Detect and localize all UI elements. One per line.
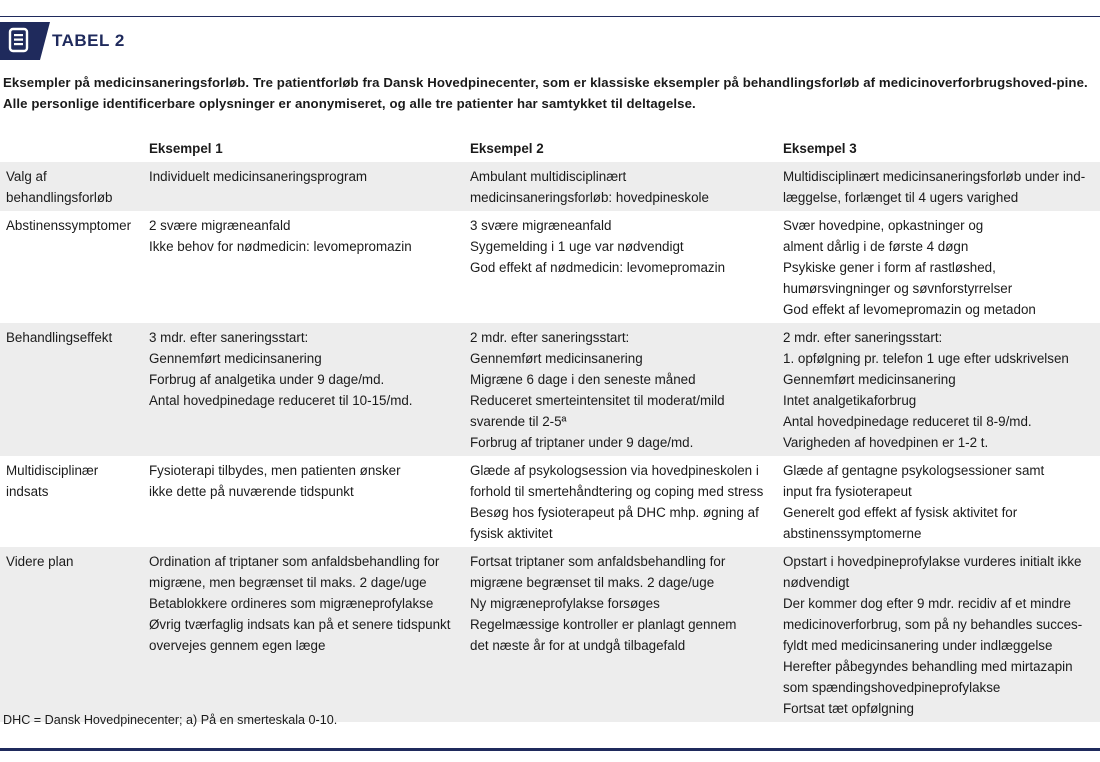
cell-line: overvejes gennem egen læge [149, 638, 326, 653]
row-label-line: indsats [6, 484, 49, 499]
cell-line: nødvendigt [783, 575, 850, 590]
bottom-rule [0, 748, 1100, 751]
row-label-line: behandlingsforløb [6, 190, 113, 205]
cell-line: Besøg hos fysioterapeut på DHC mhp. øgning af [470, 505, 759, 520]
top-rule [0, 16, 1100, 17]
cell-line: Svær hovedpine, opkastninger og [783, 218, 984, 233]
cell-line: Fysioterapi tilbydes, men patienten ønsker [149, 463, 401, 478]
header-badge [0, 22, 40, 60]
cell-line: medicinoverforbrug, som på ny behandles succes- [783, 617, 1083, 632]
table-row [0, 547, 1100, 722]
cell-line: det næste år for at undgå tilbagefald [470, 638, 686, 653]
row-label-line: Valg af [6, 169, 47, 184]
table-body [0, 162, 1100, 722]
cell-line: Glæde af psykologsession via hovedpineskolen i [470, 463, 759, 478]
cell-line: Ambulant multidisciplinært [470, 169, 627, 184]
cell-line: Gennemført medicinsanering [149, 351, 322, 366]
table-cell [143, 456, 464, 547]
cell-line: Sygemelding i 1 uge var nødvendigt [470, 239, 684, 254]
table-cell [464, 211, 777, 323]
cell-line: Antal hovedpinedage reduceret til 8-9/md. [783, 414, 1032, 429]
table-row [0, 162, 1100, 211]
cell-line: Forbrug af analgetika under 9 dage/md. [149, 372, 385, 387]
cell-line: 1. opfølgning pr. telefon 1 uge efter udskrivelsen [783, 351, 1069, 366]
cell-line: læggelse, forlænget til 4 ugers varighed [783, 190, 1019, 205]
cell-line: Ny migræneprofylakse forsøges [470, 596, 660, 611]
table-cell [143, 547, 464, 722]
cell-line: Migræne 6 dage i den seneste måned [470, 372, 696, 387]
cell-line: migræne, men begrænset til maks. 2 dage/uge [149, 575, 427, 590]
cell-line: svarende til 2-5ª [470, 414, 567, 429]
document-icon [8, 27, 30, 53]
table-cell [777, 162, 1100, 211]
cell-line: Varigheden af hovedpinen er 1-2 t. [783, 435, 989, 450]
row-label [0, 323, 143, 456]
cell-line: Ikke behov for nødmedicin: levomepromazin [149, 239, 412, 254]
column-header-eksempel-2: Eksempel 2 [464, 136, 777, 162]
table-cell [464, 547, 777, 722]
table-row [0, 211, 1100, 323]
cell-line: Multidisciplinært medicinsaneringsforløb under ind- [783, 169, 1086, 184]
cell-line: 2 mdr. efter saneringsstart: [783, 330, 943, 345]
table-cell [143, 211, 464, 323]
cell-line: 2 mdr. efter saneringsstart: [470, 330, 630, 345]
cell-line: Individuelt medicinsaneringsprogram [149, 169, 368, 184]
cell-line: fyldt med medicinsanering under indlæggelse [783, 638, 1053, 653]
table-cell [777, 456, 1100, 547]
row-label [0, 547, 143, 722]
cell-line: Betablokkere ordineres som migræneprofylakse [149, 596, 434, 611]
cell-line: Fortsat triptaner som anfaldsbehandling for [470, 554, 726, 569]
table-cell [464, 162, 777, 211]
cell-line: 3 mdr. efter saneringsstart: [149, 330, 309, 345]
column-header-eksempel-3: Eksempel 3 [777, 136, 1100, 162]
row-label [0, 162, 143, 211]
table-cell [777, 547, 1100, 722]
cell-line: Reduceret smerteintensitet til moderat/mild [470, 393, 725, 408]
table-title: TABEL 2 [52, 31, 125, 50]
cell-line: Antal hovedpinedage reduceret til 10-15/md. [149, 393, 413, 408]
cell-line: som spændingshovedpineprofylakse [783, 680, 1001, 695]
data-table [0, 136, 1100, 722]
table-header [0, 22, 1100, 60]
table-row [0, 323, 1100, 456]
cell-line: Glæde af gentagne psykologsessioner samt [783, 463, 1045, 478]
cell-line: migræne begrænset til maks. 2 dage/uge [470, 575, 715, 590]
cell-line: Psykiske gener i form af rastløshed, [783, 260, 996, 275]
table-cell [143, 162, 464, 211]
table-cell [464, 323, 777, 456]
column-header-eksempel-1: Eksempel 1 [143, 136, 464, 162]
cell-line: Øvrig tværfaglig indsats kan på et senere tidspunkt [149, 617, 451, 632]
cell-line: Gennemført medicinsanering [783, 372, 956, 387]
row-label-line: Videre plan [6, 554, 74, 569]
cell-line: alment dårlig i de første 4 døgn [783, 239, 969, 254]
table-header-row [0, 136, 1100, 162]
cell-line: 3 svære migræneanfald [470, 218, 612, 233]
table-caption: Eksempler på medicinsaneringsforløb. Tre patientforløb fra Dansk Hovedpinecenter, som er klassiske eksempler på behandlingsforløb af medicinoverforbrugshoved-pine. Alle personlige identificerbare oplysninger er anonymiseret, og alle tre patienter har samtykket til deltagelse. [3, 75, 1088, 111]
row-label-line: Multidisciplinær [6, 463, 99, 478]
cell-line: input fra fysioterapeut [783, 484, 912, 499]
cell-line: Regelmæssige kontroller er planlagt gennem [470, 617, 737, 632]
cell-line: Ordination af triptaner som anfaldsbehandling for [149, 554, 440, 569]
table-cell [464, 456, 777, 547]
cell-line: Intet analgetikaforbrug [783, 393, 917, 408]
cell-line: humørsvingninger og søvnforstyrrelser [783, 281, 1013, 296]
table-cell [777, 211, 1100, 323]
row-label-line: Abstinenssymptomer [6, 218, 132, 233]
row-label [0, 211, 143, 323]
footnote: DHC = Dansk Hovedpinecenter; a) På en smerteskala 0-10. [3, 713, 338, 727]
cell-line: abstinenssymptomerne [783, 526, 922, 541]
cell-line: forhold til smertehåndtering og coping med stress [470, 484, 764, 499]
cell-line: Opstart i hovedpineprofylakse vurderes initialt ikke [783, 554, 1082, 569]
cell-line: God effekt af nødmedicin: levomepromazin [470, 260, 726, 275]
table-cell [777, 323, 1100, 456]
cell-line: Der kommer dog efter 9 mdr. recidiv af et mindre [783, 596, 1072, 611]
cell-line: fysisk aktivitet [470, 526, 553, 541]
table-cell [143, 323, 464, 456]
cell-line: ikke dette på nuværende tidspunkt [149, 484, 354, 499]
cell-line: Forbrug af triptaner under 9 dage/md. [470, 435, 694, 450]
cell-line: Herefter påbegyndes behandling med mirtazapin [783, 659, 1073, 674]
row-label-line: Behandlingseffekt [6, 330, 113, 345]
cell-line: Gennemført medicinsanering [470, 351, 643, 366]
cell-line: God effekt af levomepromazin og metadon [783, 302, 1036, 317]
cell-line: medicinsaneringsforløb: hovedpineskole [470, 190, 709, 205]
table-row [0, 456, 1100, 547]
row-label [0, 456, 143, 547]
column-header-label [0, 136, 143, 162]
cell-line: Fortsat tæt opfølgning [783, 701, 914, 716]
cell-line: Generelt god effekt af fysisk aktivitet for [783, 505, 1018, 520]
cell-line: 2 svære migræneanfald [149, 218, 291, 233]
